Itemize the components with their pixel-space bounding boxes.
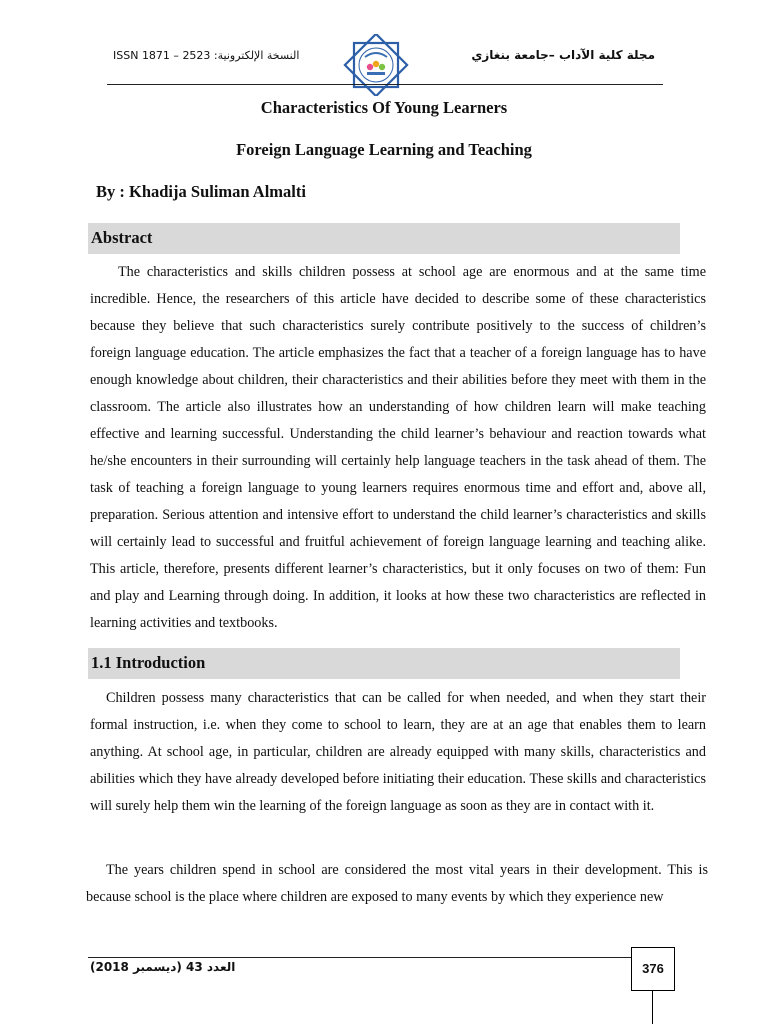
page-number-tick [652,991,653,1024]
footer-divider [88,957,632,958]
header-issn: ISSN النسخة الإلكترونية: 2523 – 1871 [113,49,300,62]
abstract-heading: Abstract [88,223,680,254]
header-journal-name: مجلة كلية الآداب –جامعة بنغازي [471,48,655,62]
header-divider [107,84,663,85]
article-subtitle: Foreign Language Learning and Teaching [236,140,532,159]
author-byline: By : Khadija Suliman Almalti [96,182,306,201]
introduction-heading: 1.1 Introduction [88,648,680,679]
article-title: Characteristics Of Young Learners [260,98,508,117]
journal-logo [341,34,411,96]
introduction-paragraph-1: Children possess many characteristics that can be called for when needed, and when they start their formal instruction, i.e. when they come to school to learn, they are at an age that enables them to learn anything. At school age, in particular, children are already equipped with many skills, characteristics and abilities which they have already developed before initiating their education. These skills and characteristics will surely help them win the learning of the foreign language as soon as they are in contact with it. [90,690,706,814]
page-number-box: 376 [631,947,675,991]
abstract-paragraph: The characteristics and skills children possess at school age are enormous and at the same time incredible. Hence, the researchers of this article have decided to describe some of these characteristics because they believe that such characteristics surely contribute positively to the success of children’s foreign language education. The article emphasizes the fact that a teacher of a foreign language has to have enough knowledge about children, their characteristics and their abilities before they meet with them in the classroom. The article also illustrates how an understanding of how children learn will make teaching effective and learning successful. Understanding the child learner’s behaviour and reaction towards what he/she encounters in their surrounding will certainly help language teachers in the task ahead of them. The task of teaching a foreign language to young learners requires enormous time and effort and, above all, preparation. Serious attention and intensive effort to understand the child learner’s characteristics and skills will certainly lead to successful and fruitful achievement of foreign language learning and teaching alike. This article, therefore, presents different learner’s characteristics, but it only focuses on two of them: Fun and play and Learning through doing. In addition, it looks at how these two characteristics are reflected in learning activities and textbooks. [90,264,706,631]
introduction-paragraph-2: The years children spend in school are considered the most vital years in their development. This is because school is the place where children are exposed to many events by which they experience new [86,862,708,905]
footer-issue: العدد 43 (ديسمبر 2018) [90,960,236,974]
